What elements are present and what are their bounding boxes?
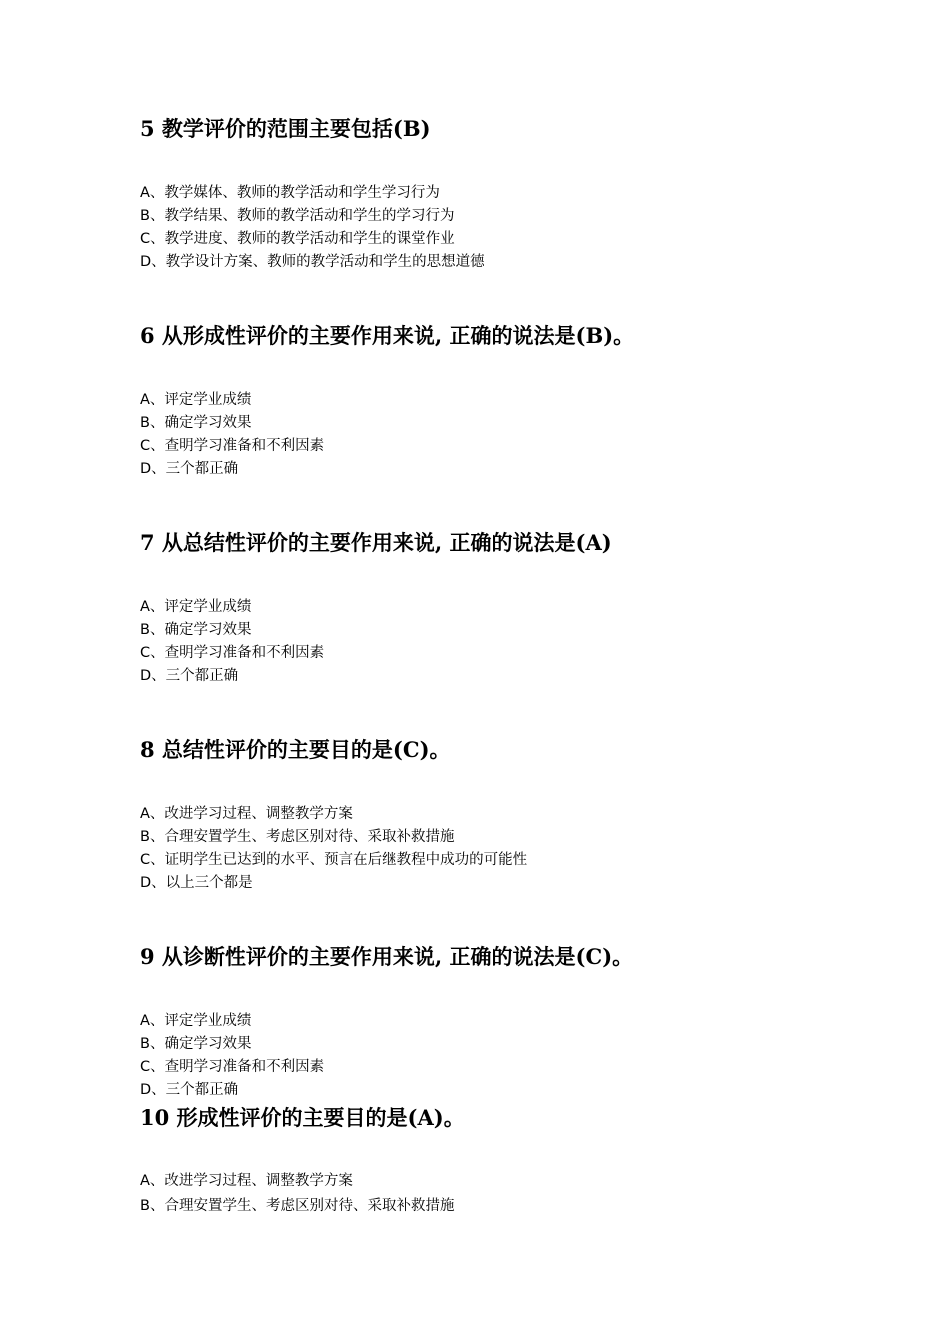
question-title: 7 从总结性评价的主要作用来说, 正确的说法是(A) xyxy=(140,530,612,555)
option-d: D、以上三个都是 xyxy=(140,875,253,891)
option-list xyxy=(140,803,900,895)
question-title: 8 总结性评价的主要目的是(C)。 xyxy=(140,737,451,762)
question-title: 6 从形成性评价的主要作用来说, 正确的说法是(B)。 xyxy=(140,323,635,348)
option-c: C、查明学习准备和不利因素 xyxy=(140,1059,325,1075)
option-list xyxy=(140,596,900,688)
question-title: 10 形成性评价的主要目的是(A)。 xyxy=(140,1105,465,1130)
option-b: B、合理安置学生、考虑区别对待、采取补救措施 xyxy=(140,1198,455,1214)
option-a: A、评定学业成绩 xyxy=(140,1013,252,1029)
option-list xyxy=(140,389,900,481)
question-9 xyxy=(140,942,900,1102)
option-list xyxy=(140,182,900,274)
question-title: 9 从诊断性评价的主要作用来说, 正确的说法是(C)。 xyxy=(140,944,634,969)
option-d: D、三个都正确 xyxy=(140,461,239,477)
option-c: C、教学进度、教师的教学活动和学生的课堂作业 xyxy=(140,231,455,247)
option-b: B、确定学习效果 xyxy=(140,1036,252,1052)
question-5 xyxy=(140,114,900,274)
option-b: B、合理安置学生、考虑区别对待、采取补救措施 xyxy=(140,829,455,845)
option-d: D、三个都正确 xyxy=(140,668,239,684)
question-10 xyxy=(140,1103,900,1219)
option-c: C、查明学习准备和不利因素 xyxy=(140,645,325,661)
option-b: B、确定学习效果 xyxy=(140,415,252,431)
question-title: 5 教学评价的范围主要包括(B) xyxy=(140,116,431,141)
option-b: B、确定学习效果 xyxy=(140,622,252,638)
option-d: D、三个都正确 xyxy=(140,1082,239,1098)
option-a: A、评定学业成绩 xyxy=(140,599,252,615)
question-6 xyxy=(140,321,900,481)
option-a: A、教学媒体、教师的教学活动和学生学习行为 xyxy=(140,185,440,201)
option-a: A、改进学习过程、调整教学方案 xyxy=(140,806,353,822)
option-list xyxy=(140,1010,900,1102)
option-b: B、教学结果、教师的教学活动和学生的学习行为 xyxy=(140,208,455,224)
option-d: D、教学设计方案、教师的教学活动和学生的思想道德 xyxy=(140,254,485,270)
option-c: C、查明学习准备和不利因素 xyxy=(140,438,325,454)
option-list xyxy=(140,1169,900,1219)
option-a: A、改进学习过程、调整教学方案 xyxy=(140,1173,353,1189)
question-8 xyxy=(140,735,900,895)
question-7 xyxy=(140,528,900,688)
option-a: A、评定学业成绩 xyxy=(140,392,252,408)
option-c: C、证明学生已达到的水平、预言在后继教程中成功的可能性 xyxy=(140,852,528,868)
